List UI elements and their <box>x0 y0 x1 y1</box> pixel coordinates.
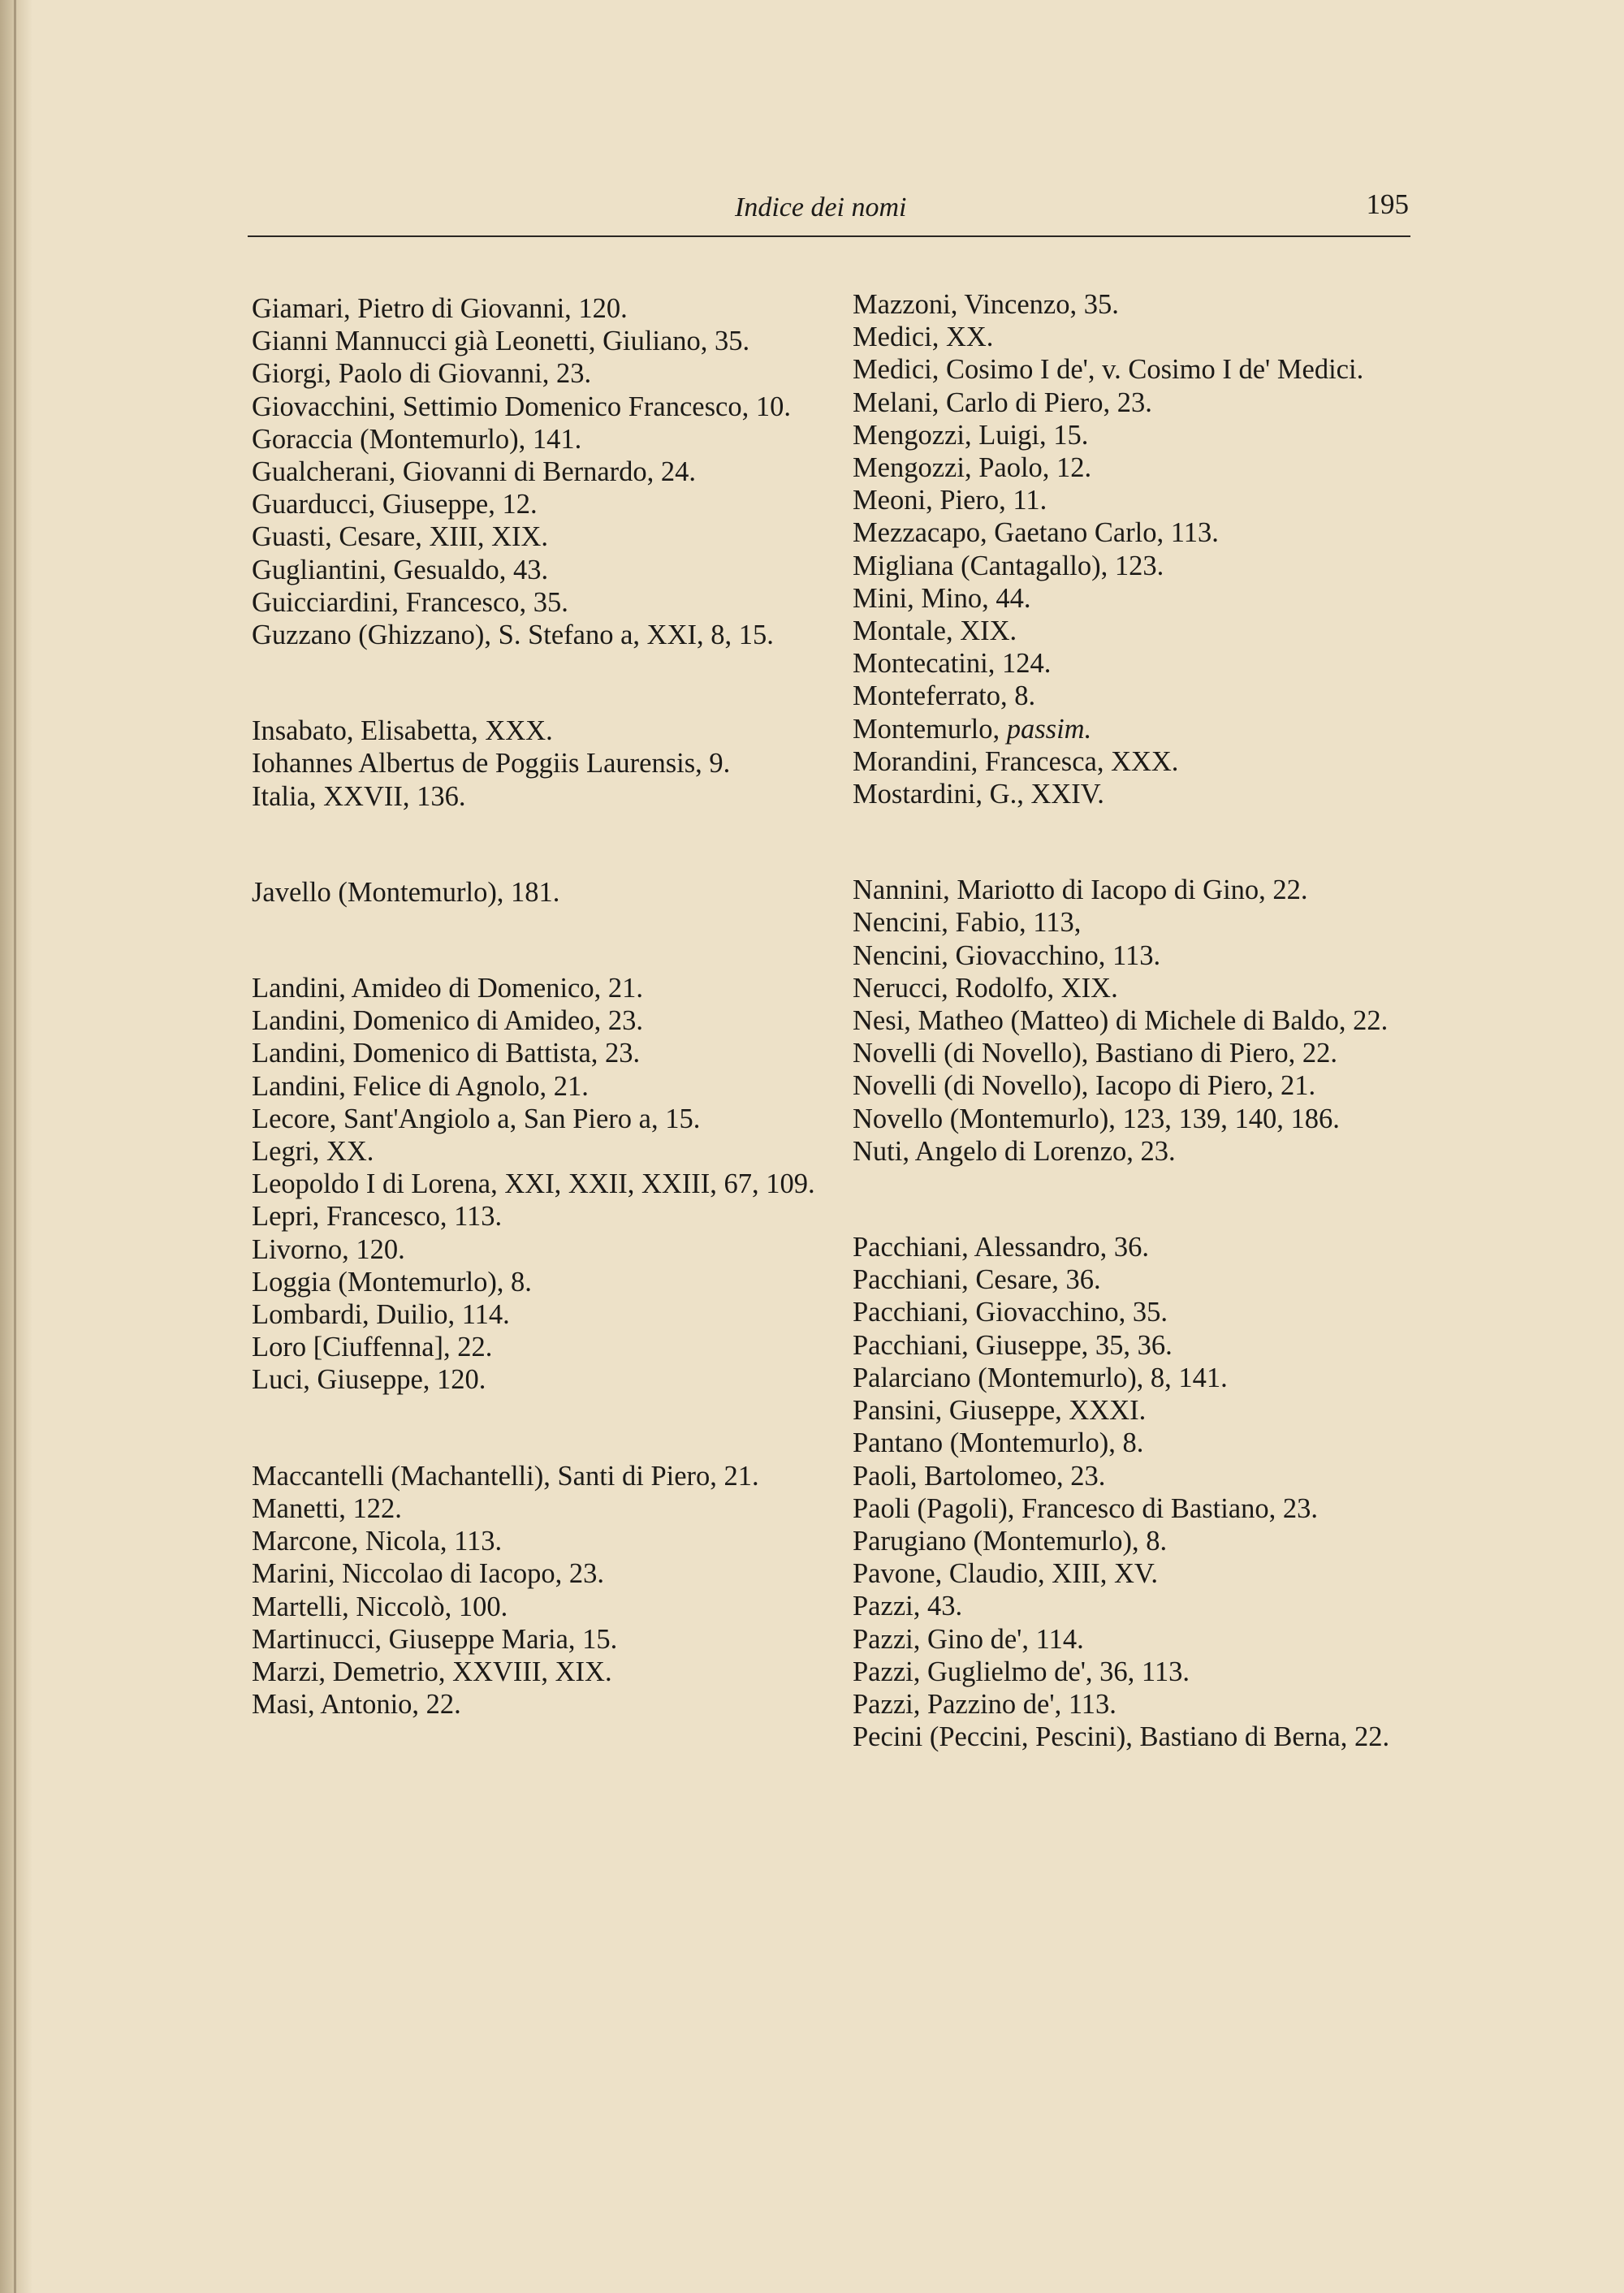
index-entry: Migliana (Cantagallo), 123. <box>853 550 1164 581</box>
index-entry: Javello (Montemurlo), 181. <box>252 876 560 908</box>
index-entry: Mostardini, G., XXIV. <box>853 779 1104 810</box>
index-entry: Nannini, Mariotto di Iacopo di Gino, 22. <box>853 874 1308 906</box>
index-entry: Mengozzi, Luigi, 15. <box>853 419 1089 451</box>
index-entry: Montale, XIX. <box>853 615 1017 647</box>
index-entry: Nuti, Angelo di Lorenzo, 23. <box>853 1135 1176 1167</box>
index-entry: Italia, XXVII, 136. <box>252 780 466 812</box>
index-entry: Marzi, Demetrio, XXVIII, XIX. <box>252 1656 612 1687</box>
index-entry: Medici, XX. <box>853 322 994 353</box>
index-entry: Lepri, Francesco, 113. <box>252 1201 503 1233</box>
index-entry: Maccantelli (Machantelli), Santi di Piero, 21. <box>252 1460 759 1492</box>
index-entry: Giamari, Pietro di Giovanni, 120. <box>252 293 628 324</box>
book-spine-shadow <box>0 0 32 2293</box>
index-entry: Pazzi, Pazzino de', 113. <box>853 1688 1116 1720</box>
index-entry: Mazzoni, Vincenzo, 35. <box>853 289 1119 320</box>
index-entry: Loggia (Montemurlo), 8. <box>252 1266 532 1298</box>
index-entry-montemurlo <box>853 713 1425 745</box>
index-entry: Pecini (Peccini, Pescini), Bastiano di Berna, 22. <box>853 1721 1390 1753</box>
running-head <box>248 188 1409 237</box>
index-group-i <box>252 715 820 813</box>
index-entry: Mezzacapo, Gaetano Carlo, 113. <box>853 517 1219 549</box>
index-entry: Pacchiani, Giovacchino, 35. <box>853 1297 1168 1328</box>
index-entry: Martinucci, Giuseppe Maria, 15. <box>252 1623 618 1655</box>
index-entry: Novello (Montemurlo), 123, 139, 140, 186. <box>853 1103 1340 1134</box>
index-entry: Giorgi, Paolo di Giovanni, 23. <box>252 358 592 390</box>
index-entry: Livorno, 120. <box>252 1233 405 1265</box>
index-entry: Pavone, Claudio, XIII, XV. <box>853 1558 1158 1590</box>
index-group-m <box>252 1460 820 1721</box>
index-entry: Pazzi, 43. <box>853 1591 963 1622</box>
index-entry: Parugiano (Montemurlo), 8. <box>853 1525 1168 1557</box>
index-entry: Masi, Antonio, 22. <box>252 1689 461 1721</box>
index-entry: Manetti, 122. <box>252 1492 402 1524</box>
index-entry: Novelli (di Novello), Bastiano di Piero, 22. <box>853 1038 1337 1069</box>
entry-name: Montemurlo, <box>853 713 1000 745</box>
index-entry: Landini, Domenico di Battista, 23. <box>252 1038 641 1069</box>
index-entry: Montecatini, 124. <box>853 648 1052 680</box>
index-entry: Nencini, Giovacchino, 113. <box>853 939 1161 971</box>
index-entry: Pantano (Montemurlo), 8. <box>853 1427 1144 1459</box>
index-group-p <box>853 1231 1425 1753</box>
index-entry: Lecore, Sant'Angiolo a, San Piero a, 15. <box>252 1103 701 1134</box>
index-entry: Marini, Niccolao di Iacopo, 23. <box>252 1558 604 1590</box>
index-entry: Morandini, Francesca, XXX. <box>853 745 1179 777</box>
index-entry: Gugliantini, Gesualdo, 43. <box>252 554 549 585</box>
running-title: Indice dei nomi <box>735 192 907 222</box>
index-entry: Nesi, Matheo (Matteo) di Michele di Baldo, 22. <box>853 1005 1389 1037</box>
index-entry: Mini, Mino, 44. <box>853 582 1031 614</box>
index-entry: Landini, Domenico di Amideo, 23. <box>252 1005 643 1037</box>
index-entry: Goraccia (Montemurlo), 141. <box>252 423 582 455</box>
index-group-g <box>252 292 820 651</box>
index-entry: Nencini, Fabio, 113, <box>853 907 1082 939</box>
index-entry: Paoli (Pagoli), Francesco di Bastiano, 23. <box>853 1492 1318 1524</box>
index-entry: Guasti, Cesare, XIII, XIX. <box>252 521 549 553</box>
index-entry: Gianni Mannucci già Leonetti, Giuliano, 35. <box>252 326 750 357</box>
entry-reference-passim: passim. <box>1006 713 1092 745</box>
index-group-j <box>252 876 820 909</box>
index-entry: Luci, Giuseppe, 120. <box>252 1364 486 1396</box>
index-entry: Novelli (di Novello), Iacopo di Piero, 21. <box>853 1070 1316 1102</box>
index-entry: Pacchiani, Giuseppe, 35, 36. <box>853 1329 1173 1361</box>
index-entry: Gualcherani, Giovanni di Bernardo, 24. <box>252 456 697 488</box>
index-entry: Marcone, Nicola, 113. <box>252 1526 503 1557</box>
book-spine-edge <box>14 0 16 2293</box>
index-entry: Melani, Carlo di Piero, 23. <box>853 386 1152 418</box>
index-entry: Medici, Cosimo I de', v. Cosimo I de' Medici. <box>853 354 1364 386</box>
index-entry: Pacchiani, Cesare, 36. <box>853 1264 1101 1296</box>
index-entry: Giovacchini, Settimio Domenico Francesco, 10. <box>252 391 791 422</box>
header-rule <box>248 235 1410 237</box>
index-entry: Pazzi, Gino de', 114. <box>853 1623 1084 1655</box>
index-group-l <box>252 972 820 1397</box>
index-entry: Nerucci, Rodolfo, XIX. <box>853 972 1118 1004</box>
index-entry: Loro [Ciuffenna], 22. <box>252 1332 493 1363</box>
index-group-m-cont <box>853 288 1425 810</box>
index-entry: Paoli, Bartolomeo, 23. <box>853 1460 1106 1492</box>
index-entry: Landini, Felice di Agnolo, 21. <box>252 1070 589 1102</box>
index-entry: Lombardi, Duilio, 114. <box>252 1299 510 1331</box>
index-column-left <box>252 292 820 1721</box>
index-entry: Pansini, Giuseppe, XXXI. <box>853 1395 1147 1427</box>
index-entry: Iohannes Albertus de Poggiis Laurensis, 9. <box>252 748 731 779</box>
index-entry: Guarducci, Giuseppe, 12. <box>252 489 538 520</box>
index-entry: Palarciano (Montemurlo), 8, 141. <box>853 1362 1228 1393</box>
index-column-right <box>853 288 1425 1753</box>
index-entry: Guicciardini, Francesco, 35. <box>252 586 568 618</box>
index-entry: Pacchiani, Alessandro, 36. <box>853 1232 1150 1263</box>
index-entry: Leopoldo I di Lorena, XXI, XXII, XXIII, 67, 109. <box>252 1168 815 1200</box>
index-entry: Martelli, Niccolò, 100. <box>252 1591 508 1622</box>
index-entry: Meoni, Piero, 11. <box>853 485 1047 516</box>
page-number: 195 <box>1366 188 1409 220</box>
index-entry: Monteferrato, 8. <box>853 680 1036 712</box>
index-entry: Landini, Amideo di Domenico, 21. <box>252 973 643 1004</box>
index-group-n <box>853 874 1425 1168</box>
index-entry: Mengozzi, Paolo, 12. <box>853 452 1092 484</box>
index-entry: Pazzi, Guglielmo de', 36, 113. <box>853 1656 1190 1687</box>
index-entry: Insabato, Elisabetta, XXX. <box>252 715 553 747</box>
index-entry: Guzzano (Ghizzano), S. Stefano a, XXI, 8, 15. <box>252 620 774 651</box>
index-entry: Legri, XX. <box>252 1136 374 1168</box>
